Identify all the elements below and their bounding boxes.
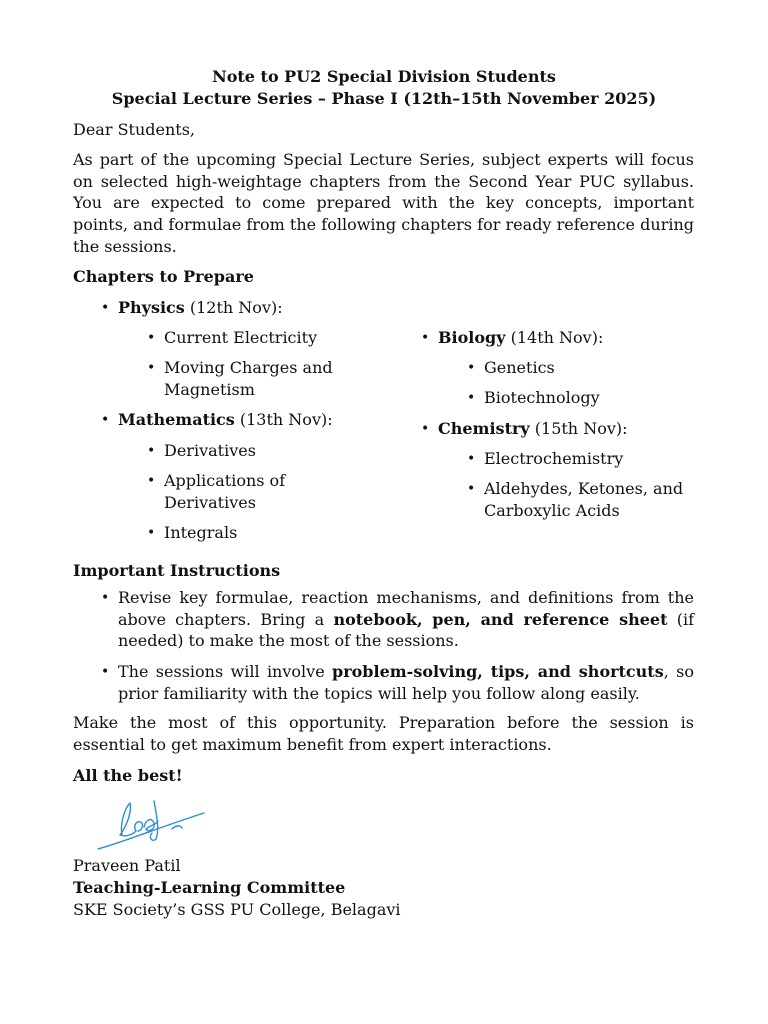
- instructions-heading: Important Instructions: [73, 561, 281, 580]
- instruction-text: , so prior familiarity with the topics will help you follow along easily.: [118, 662, 694, 703]
- bullet-icon: •: [101, 590, 110, 606]
- bullet-icon: •: [101, 664, 110, 680]
- biology-topic: Genetics: [484, 358, 555, 377]
- chemistry-topic-cont: Carboxylic Acids: [484, 501, 620, 520]
- signatory-name: Praveen Patil: [73, 856, 181, 875]
- instruction-text: (if needed) to make the most of the sessions.: [118, 609, 695, 651]
- committee-name: Teaching-Learning Committee: [73, 878, 346, 897]
- college-name: SKE Society’s GSS PU College, Belagavi: [73, 900, 401, 919]
- instruction-item: [118, 661, 694, 704]
- bullet-icon: •: [101, 412, 110, 428]
- mathematics-topic: Derivatives: [164, 441, 256, 460]
- chemistry-name: Chemistry: [438, 419, 530, 438]
- chemistry-topic: Electrochemistry: [484, 449, 624, 468]
- physics-subject: [118, 297, 283, 319]
- instruction-item: [118, 587, 694, 652]
- bullet-icon: •: [147, 443, 156, 459]
- physics-topic: Current Electricity: [164, 328, 318, 347]
- chemistry-date: (15th Nov):: [529, 419, 628, 438]
- intro-paragraph: As part of the upcoming Special Lecture Series, subject experts will focus on selected high-weightage chapters from the Second Year PUC syllabus. You are expected to come prepared with the key concepts, important points, and formulae from the following chapters for ready reference during the sessions.: [73, 150, 694, 256]
- chemistry-topic: Aldehydes, Ketones, and: [484, 479, 684, 498]
- bullet-icon: •: [147, 525, 156, 541]
- instruction-bold: problem-solving, tips, and shortcuts: [332, 662, 664, 681]
- bullet-icon: •: [467, 451, 476, 467]
- mathematics-subject: [118, 409, 333, 431]
- biology-subject: [438, 327, 603, 349]
- closing-paragraph: Make the most of this opportunity. Preparation before the session is essential to get maximum benefit from expert interactions.: [73, 713, 694, 754]
- handwritten-signature: [96, 795, 208, 853]
- physics-date: (12th Nov):: [184, 298, 283, 317]
- mathematics-topic: Applications of: [164, 471, 286, 490]
- mathematics-date: (13th Nov):: [234, 410, 333, 429]
- document-subtitle: Special Lecture Series – Phase I (12th–15th November 2025): [111, 89, 657, 108]
- document-title: Note to PU2 Special Division Students: [212, 67, 556, 86]
- mathematics-name: Mathematics: [118, 410, 235, 429]
- physics-name: Physics: [118, 298, 185, 317]
- bullet-icon: •: [147, 330, 156, 346]
- bullet-icon: •: [147, 473, 156, 489]
- bullet-icon: •: [421, 330, 430, 346]
- bullet-icon: •: [467, 390, 476, 406]
- bullet-icon: •: [421, 421, 430, 437]
- instruction-bold: notebook, pen, and reference sheet: [333, 609, 668, 629]
- biology-name: Biology: [438, 328, 506, 347]
- mathematics-topic: Integrals: [164, 523, 238, 542]
- mathematics-topic-cont: Derivatives: [164, 493, 256, 512]
- bullet-icon: •: [467, 360, 476, 376]
- greeting: Dear Students,: [73, 120, 196, 139]
- chapters-heading: Chapters to Prepare: [73, 267, 254, 286]
- best-wishes: All the best!: [73, 766, 183, 785]
- physics-topic-cont: Magnetism: [164, 380, 255, 399]
- bullet-icon: •: [147, 360, 156, 376]
- biology-date: (14th Nov):: [505, 328, 604, 347]
- instruction-text: Revise key formulae, reaction mechanisms, and definitions from the above chapters. Bring a: [118, 588, 694, 629]
- bullet-icon: •: [101, 300, 110, 316]
- biology-topic: Biotechnology: [484, 388, 600, 407]
- chemistry-subject: [438, 418, 628, 440]
- instruction-text: The sessions will involve: [118, 662, 333, 681]
- physics-topic: Moving Charges and: [164, 358, 333, 377]
- bullet-icon: •: [467, 481, 476, 497]
